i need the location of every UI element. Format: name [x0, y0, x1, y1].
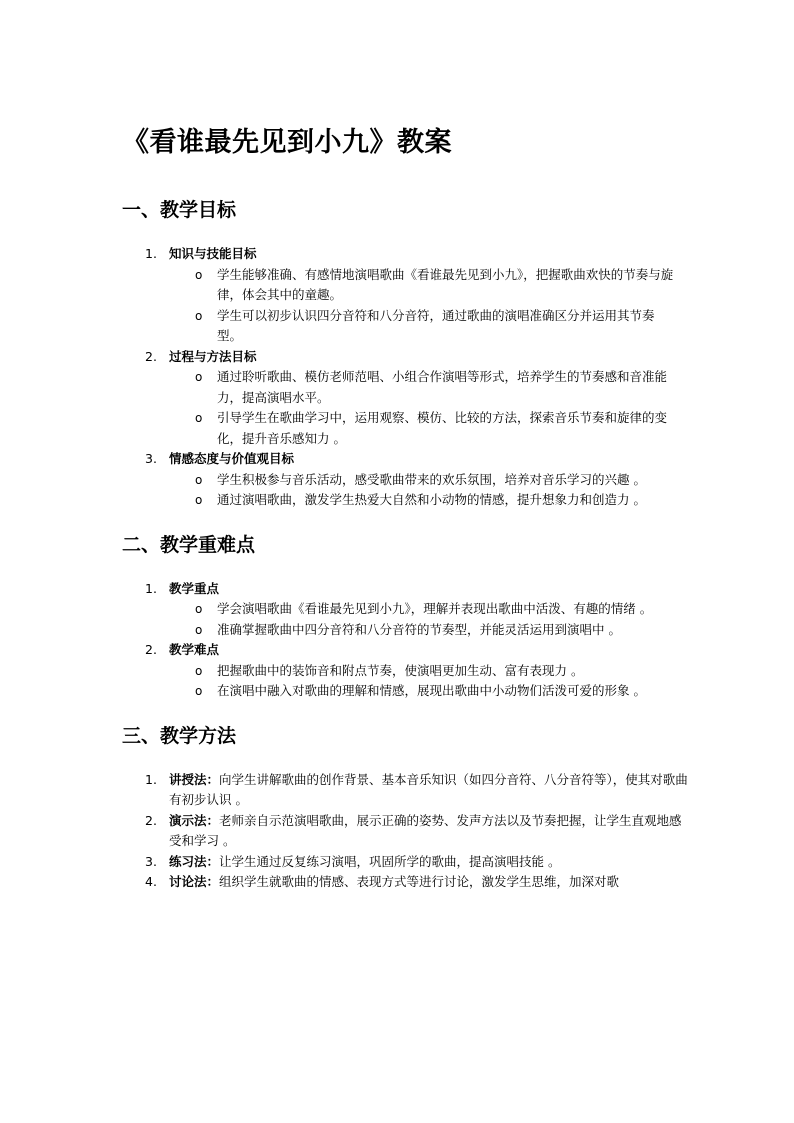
bullet-text: 学会演唱歌曲《看谁最先见到小九》，理解并表现出歌曲中活泼、有趣的情绪 。	[217, 601, 653, 616]
bullet-text: 准确掌握歌曲中四分音符和八分音符的节奏型，并能灵活运用到演唱中 。	[217, 621, 621, 637]
bullet-circle-icon: o	[195, 411, 203, 425]
section-heading: 一、教学目标	[122, 199, 237, 221]
method-name: 练习法：	[169, 853, 220, 869]
list-item	[122, 640, 694, 702]
bullet-item	[169, 661, 677, 682]
bullet-text: 把握歌曲中的装饰音和附点节奏，使演唱更加生动、富有表现力 。	[217, 662, 584, 678]
bullet-text: 学生积极参与音乐活动，感受歌曲带来的欢乐氛围，培养对音乐学习的兴趣 。	[217, 471, 646, 487]
list-item	[122, 579, 694, 641]
bullet-circle-icon: o	[195, 267, 203, 282]
section-teaching-goals	[122, 196, 694, 511]
bullet-item	[169, 306, 677, 347]
bullet-text: 通过聆听歌曲、模仿老师范唱、小组合作演唱等形式，培养学生的节奏感和音准能力，提高演唱水平。	[217, 369, 668, 405]
bullet-list	[169, 367, 694, 449]
item-title: 情感态度与价值观目标	[169, 451, 295, 466]
item-title: 教学难点	[169, 642, 220, 657]
bullet-list	[169, 265, 694, 347]
bullet-item	[169, 490, 677, 511]
section-teaching-methods	[122, 722, 694, 893]
bullet-circle-icon: o	[195, 602, 203, 616]
section-heading: 二、教学重难点	[122, 533, 256, 556]
bullet-item	[169, 681, 677, 702]
bullet-circle-icon: o	[195, 493, 203, 507]
method-text: 让学生通过反复练习演唱，巩固所学的歌曲，提高演唱技能 。	[219, 853, 561, 869]
method-text: 向学生讲解歌曲的创作背景、基本音乐知识（如四分音符、八分音符等），使其对歌曲有初步认识 。	[169, 771, 688, 807]
bullet-item	[169, 470, 677, 491]
list-item	[122, 347, 694, 450]
bullet-circle-icon: o	[195, 684, 203, 698]
bullet-item	[169, 620, 677, 641]
bullet-circle-icon: o	[195, 622, 203, 637]
bullet-item	[169, 599, 677, 620]
bullet-list	[169, 599, 694, 640]
numbered-list	[122, 244, 694, 511]
item-title: 过程与方法目标	[169, 348, 257, 364]
bullet-circle-icon: o	[195, 663, 203, 678]
bullet-text: 学生可以初步认识四分音符和八分音符，通过歌曲的演唱准确区分并运用其节奏型。	[217, 307, 655, 343]
item-title: 知识与技能目标	[169, 246, 257, 261]
list-item	[122, 449, 694, 511]
bullet-item	[169, 265, 677, 306]
item-number: 3.	[145, 451, 157, 466]
method-item	[122, 811, 691, 852]
bullet-text: 学生能够准确、有感情地演唱歌曲《看谁最先见到小九》，把握歌曲欢快的节奏与旋律，体会其中的童趣。	[217, 266, 674, 302]
bullet-item	[169, 367, 677, 408]
item-number: 4.	[145, 874, 157, 889]
numbered-list	[122, 579, 694, 702]
method-item	[122, 872, 691, 893]
bullet-circle-icon: o	[195, 370, 203, 384]
bullet-text: 在演唱中融入对歌曲的理解和情感，展现出歌曲中小动物们活泼可爱的形象 。	[217, 683, 646, 698]
method-item	[122, 852, 691, 873]
item-number: 2.	[145, 812, 157, 828]
method-name: 讲授法：	[169, 771, 220, 787]
method-text: 老师亲自示范演唱歌曲，展示正确的姿势、发声方法以及节奏把握，让学生直观地感受和学习 。	[169, 812, 682, 848]
method-name: 演示法：	[169, 812, 220, 828]
item-title: 教学重点	[169, 580, 220, 596]
bullet-item	[169, 408, 677, 449]
method-text: 组织学生就歌曲的情感、表现方式等进行讨论，激发学生思维，加深对歌	[219, 874, 620, 889]
bullet-list	[169, 661, 694, 702]
item-number: 2.	[145, 642, 157, 657]
list-item	[122, 244, 694, 347]
bullet-circle-icon: o	[195, 472, 203, 487]
bullet-text: 通过演唱歌曲，激发学生热爱大自然和小动物的情感，提升想象力和创造力 。	[217, 492, 646, 507]
bullet-circle-icon: o	[195, 308, 203, 323]
item-number: 1.	[145, 580, 157, 596]
item-number: 2.	[145, 348, 157, 364]
item-number: 1.	[145, 771, 157, 787]
bullet-text: 引导学生在歌曲学习中，运用观察、模仿、比较的方法，探索音乐节奏和旋律的变化，提升音乐感知力 。	[217, 410, 668, 446]
section-heading: 三、教学方法	[122, 724, 237, 747]
document-title: 《看谁最先见到小九》教案	[122, 127, 452, 158]
method-item	[122, 770, 691, 811]
section-key-difficult-points	[122, 531, 694, 702]
numbered-list	[122, 770, 694, 893]
bullet-list	[169, 470, 694, 511]
method-name: 讨论法：	[169, 874, 220, 889]
item-number: 1.	[145, 246, 157, 261]
item-number: 3.	[145, 853, 157, 869]
